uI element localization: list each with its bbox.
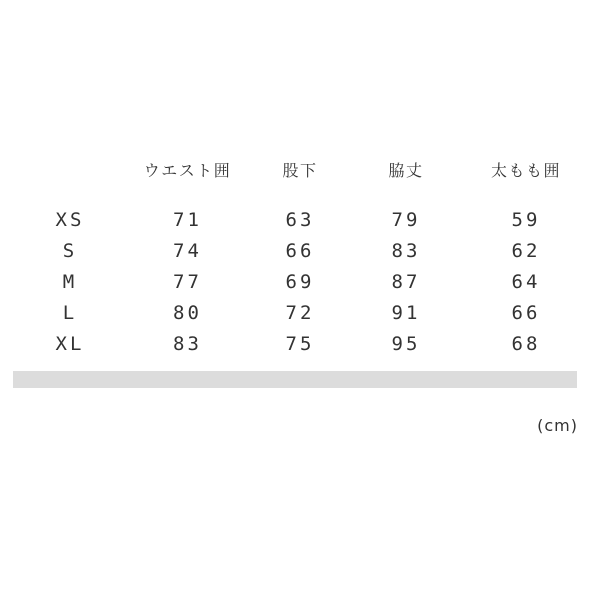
measurement-value: 77 (173, 271, 202, 293)
table-row-l (15, 298, 590, 329)
table-row-xl (15, 329, 590, 360)
size-label: XS (55, 209, 85, 231)
column-header-thigh: 太もも囲 (490, 161, 561, 180)
measurement-value: 59 (511, 209, 541, 231)
measurement-value: 91 (391, 302, 421, 324)
measurement-value: 69 (285, 271, 315, 293)
measurement-value: 95 (391, 333, 421, 355)
measurement-value: 72 (285, 302, 315, 324)
measurement-value: 83 (173, 333, 202, 355)
column-header-inseam: 股下 (282, 161, 318, 180)
measurement-value: 87 (391, 271, 421, 293)
size-label: XL (55, 333, 85, 355)
column-header-waist: ウエスト囲 (143, 161, 232, 180)
measurement-value: 83 (391, 240, 421, 262)
measurement-value: 68 (511, 333, 541, 355)
corner-cell (15, 156, 125, 205)
header-row (15, 156, 590, 205)
measurement-value: 64 (511, 271, 541, 293)
table-row-s (15, 236, 590, 267)
measurement-value: 71 (173, 209, 202, 231)
table-row-xs (15, 205, 590, 236)
column-header-side-length: 脇丈 (388, 161, 424, 180)
size-chart-page (0, 156, 600, 600)
measurement-value: 66 (285, 240, 315, 262)
measurement-value: 66 (511, 302, 541, 324)
measurement-value: 63 (285, 209, 315, 231)
size-label: M (62, 271, 78, 293)
unit-label: (cm) (537, 416, 578, 435)
measurement-value: 62 (511, 240, 541, 262)
measurement-value: 74 (173, 240, 202, 262)
size-label: S (62, 240, 78, 262)
divider-bar (13, 371, 577, 388)
measurement-value: 79 (391, 209, 421, 231)
size-label: L (62, 302, 78, 324)
measurement-value: 75 (285, 333, 315, 355)
table-row-m (15, 267, 590, 298)
measurement-value: 80 (173, 302, 202, 324)
size-chart-table (15, 156, 590, 360)
